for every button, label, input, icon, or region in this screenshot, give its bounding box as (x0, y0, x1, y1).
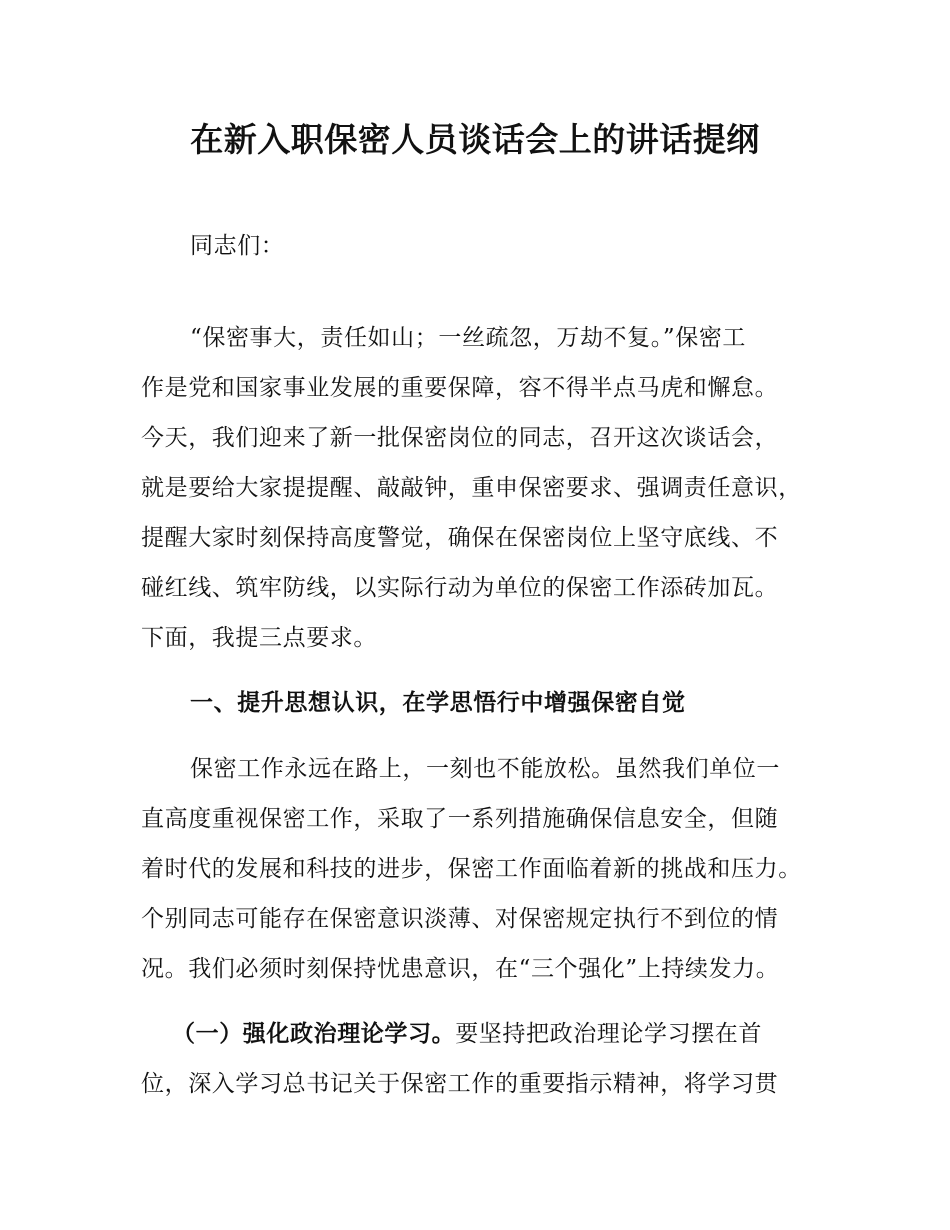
section-heading: 一、提升思想认识，在学思悟行中增强保密自觉 (190, 689, 686, 716)
intro-line: 下面，我提三点要求。 (141, 625, 377, 651)
salutation: 同志们： (190, 233, 285, 259)
intro-line: 作是党和国家事业发展的重要保障，容不得半点马虎和懈怠。 (141, 375, 779, 401)
body-line: 着时代的发展和科技的进步，保密工作面临着新的挑战和压力。 (141, 856, 802, 882)
document-title: 在新入职保密人员谈话会上的讲话提纲 (190, 120, 760, 159)
intro-line: 今天，我们迎来了新一批保密岗位的同志，召开这次谈话会， (141, 425, 779, 451)
body-line: 况。我们必须时刻保持忧患意识，在“三个强化”上持续发力。 (141, 956, 780, 982)
body-line: 个别同志可能存在保密意识淡薄、对保密规定执行不到位的情 (141, 906, 779, 932)
intro-line: 就是要给大家提提醒、敲敲钟，重申保密要求、强调责任意识， (141, 475, 802, 501)
subsection-line (172, 1014, 762, 1054)
subsection-text: 要坚持把政治理论学习摆在首 (455, 1021, 763, 1047)
body-line: 直高度重视保密工作，采取了一系列措施确保信息安全，但随 (141, 806, 779, 832)
intro-line: 碰红线、筑牢防线，以实际行动为单位的保密工作添砖加瓦。 (141, 575, 779, 601)
intro-line: “保密事大，责任如山；一丝疏忽，万劫不复。”保密工 (190, 325, 747, 351)
body-line: 位，深入学习总书记关于保密工作的重要指示精神，将学习贯 (141, 1071, 779, 1097)
subsection-heading: （一）强化政治理论学习。 (172, 1020, 456, 1047)
body-line: 保密工作永远在路上，一刻也不能放松。虽然我们单位一 (190, 756, 780, 782)
intro-line: 提醒大家时刻保持高度警觉，确保在保密岗位上坚守底线、不 (141, 525, 779, 551)
